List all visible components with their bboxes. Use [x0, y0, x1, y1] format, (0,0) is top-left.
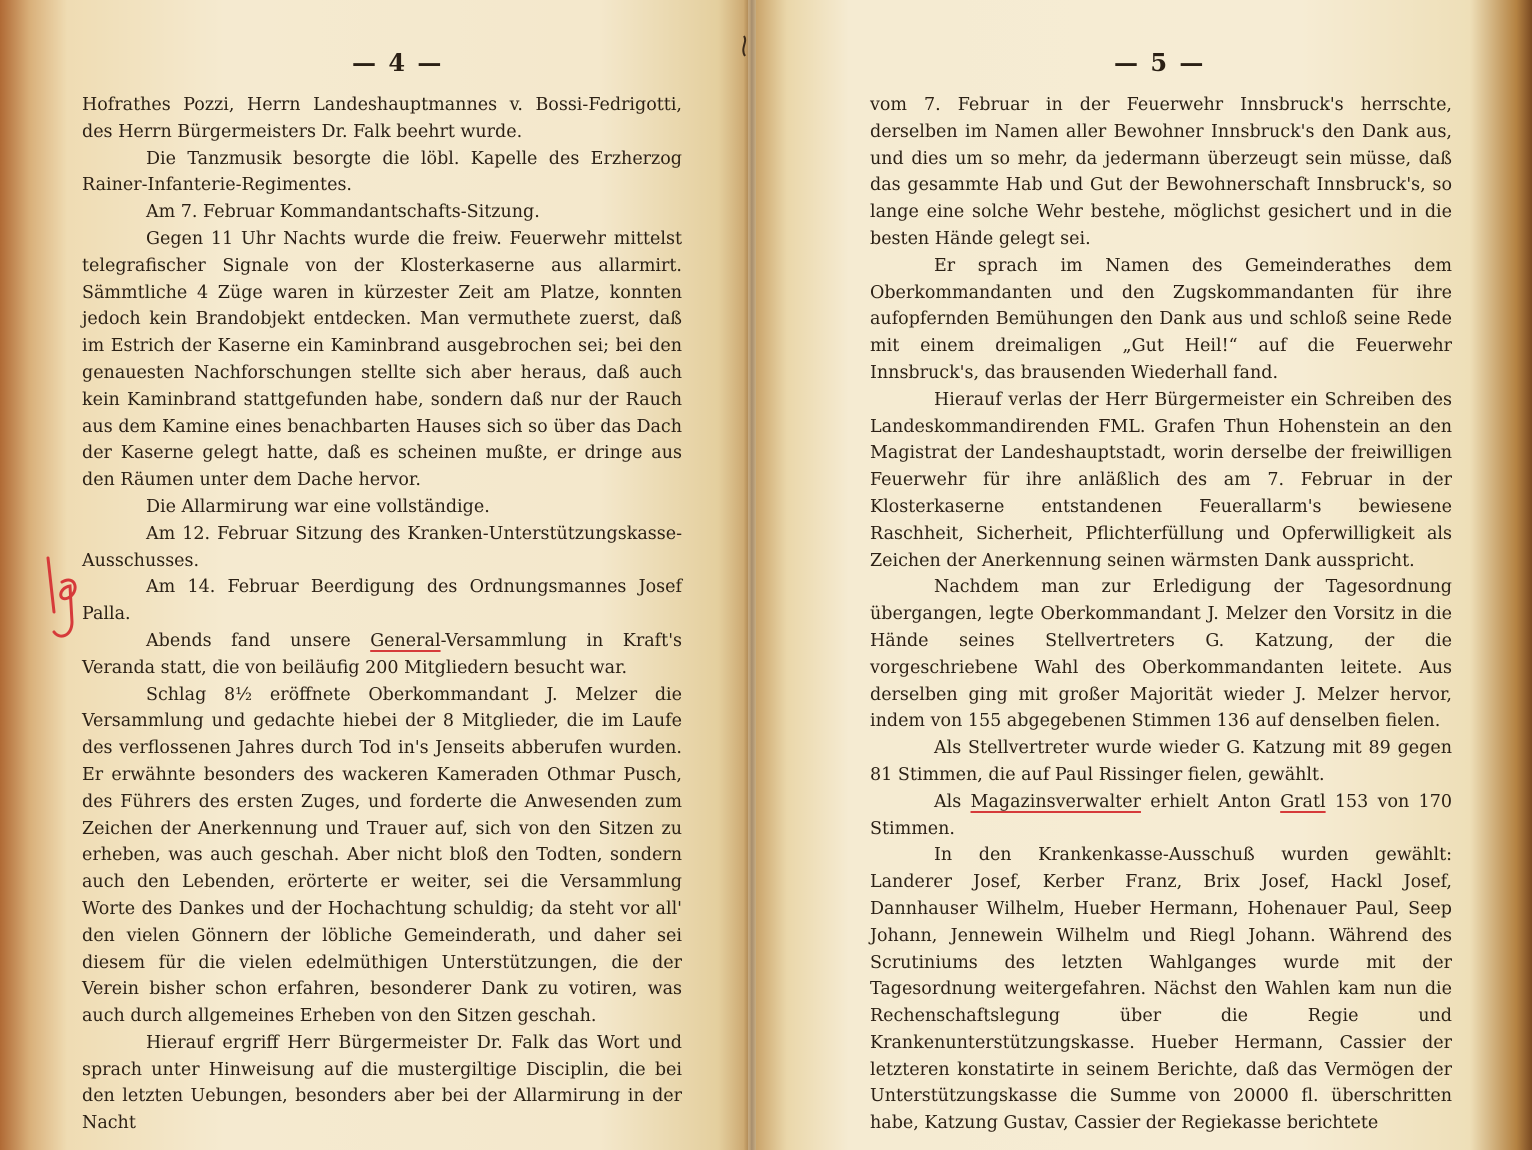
- red-underlined-word: General: [370, 630, 441, 651]
- paragraph: In den Krankenkasse-Ausschuß wurden gewählt: Landerer Josef, Kerber Franz, Brix Josef, Hackl Josef, Dannhauser Wilhelm, Hueber Hermann, Hohenauer Paul, Seep Johann, Jennewein Wilhelm und Riegl Johann. Während des Scrutiniums des letzten Wahlganges wurde mit der Tagesordnung weitergefahren. Nächst den Wahlen kam nun die Rechenschaftslegung über die Regie und Krankenunterstützungskasse. Hueber Hermann, Cassier der letzteren konstatirte in seinem Berichte, daß das Vermögen der Unterstützungskasse die Summe von 20000 fl. überschritten habe, Katzung Gustav, Cassier der Regiekasse berichtete: [870, 845, 1452, 1134]
- paragraph: Gegen 11 Uhr Nachts wurde die freiw. Feuerwehr mittelst telegrafischer Signale von der Klosterkaserne aus allarmirt. Sämmtliche 4 Züge waren in kürzester Zeit am Platze, konnten jedoch kein Brandobjekt entdecken. Man vermuthete zuerst, daß im Estrich der Kaserne ein Kaminbrand ausgebrochen sei; bei den genauesten Nachforschungen stellte sich aber heraus, daß auch kein Kaminbrand stattgefunden habe, sondern daß nur der Rauch aus dem Kamine eines benachbarten Hauses sich so über das Dach der Kaserne gelegt hatte, daß es scheinen mußte, er dringe aus den Räumen unter dem Dache hervor.: [82, 228, 682, 491]
- text-segment: erhielt Anton: [1140, 791, 1281, 812]
- paragraph: Als Stellvertreter wurde wieder G. Katzung mit 89 gegen 81 Stimmen, die auf Paul Rissinger fielen, gewählt.: [870, 738, 1452, 785]
- paragraph: Am 12. Februar Sitzung des Kranken-Unterstützungskasse-Ausschusses.: [82, 523, 682, 571]
- paragraph: vom 7. Februar in der Feuerwehr Innsbruck's herrschte, derselben im Namen aller Bewohner Innsbruck's den Dank aus, und dies um so mehr, da jedermann überzeugt sein müsse, daß das gesammte Hab und Gut der Bewohnerschaft Innsbruck's, so lange eine solche Wehr bestehe, möglichst gesichert und in die besten Hände gelegt sei.: [870, 95, 1452, 249]
- paragraph: Hofrathes Pozzi, Herrn Landeshauptmannes v. Bossi-Fedrigotti, des Herrn Bürgermeisters Dr. Falk beehrt wurde.: [82, 95, 682, 142]
- text-segment: Abends fand unsere: [146, 630, 371, 651]
- paragraph: Nachdem man zur Erledigung der Tagesordnung übergangen, legte Oberkommandant J. Melzer den Vorsitz in die Hände seines Stellvertreters G. Katzung, der die vorgeschriebene Wahl des Oberkommandanten leitete. Aus derselben ging mit großer Majorität wieder J. Melzer hervor, indem von 155 abgegebenen Stimmen 136 auf denselben fielen.: [870, 577, 1452, 732]
- left-page-text: [82, 92, 682, 1137]
- paragraph: Die Allarmirung war eine vollständige.: [146, 496, 490, 517]
- text-segment: -Versammlung in Kraft's Veranda statt, die von beiläufig 200 Mitgliedern besucht war.: [82, 630, 682, 678]
- page-number-right: — 5 —: [1114, 48, 1206, 77]
- paragraph: Am 14. Februar Beerdigung des Ordnungsmannes Josef Palla.: [82, 577, 682, 625]
- red-underlined-word: Gratl: [1280, 791, 1326, 812]
- paragraph: Die Tanzmusik besorgte die löbl. Kapelle des Erzherzog Rainer-Infanterie-Regimentes.: [82, 148, 682, 196]
- text-segment: 153 von 170 Stimmen.: [870, 791, 1453, 839]
- paragraph: Hierauf ergriff Herr Bürgermeister Dr. Falk das Wort und sprach unter Hinweisung auf die mustergiltige Disciplin, die bei den letzten Uebungen, besonders aber bei der Allarmirung in der Nacht: [82, 1032, 682, 1134]
- right-page: [756, 0, 1532, 1150]
- paragraph: Er sprach im Namen des Gemeinderathes dem Oberkommandanten und den Zugskommandanten für ihre aufopfernden Bemühungen den Dank aus und schloß seine Rede mit einem dreimaligen „Gut Heil!“ auf die Feuerwehr Innsbruck's, das brausenden Wiederhall fand.: [870, 255, 1452, 383]
- paragraph-magazinsverwalter: [870, 789, 1452, 843]
- left-page: [0, 0, 748, 1150]
- paragraph: Schlag 8½ eröffnete Oberkommandant J. Melzer die Versammlung und gedachte hiebei der 8 Mitglieder, die im Laufe des verflossenen Jahres durch Tod in's Jenseits abberufen wurden. Er erwähnte besonders des wackeren Kameraden Othmar Pusch, des Führers des ersten Zuges, und forderte die Anwesenden zum Zeichen der Anerkennung und Trauer auf, sich von den Sitzen zu erheben, was auch geschah. Aber nicht bloß den Todten, sondern auch den Lebenden, erörterte er weiter, sei die Versammlung Worte des Dankes und der Hochachtung schuldig; da steht vor all' den vielen Gönnern der löbliche Gemeinderath, und daher sei diesem für die vielen edelmüthigen Unterstützungen, die der Verein bisher schon erfahren, besonderer Dank zu votiren, was auch durch allgemeines Erheben von den Sitzen geschah.: [82, 684, 682, 1027]
- red-pencil-margin-mark: [40, 552, 84, 648]
- right-page-text: [870, 92, 1452, 1137]
- paragraph: Am 7. Februar Kommandantschafts-Sitzung.: [146, 202, 540, 223]
- red-underlined-word: Magazinsverwalter: [970, 791, 1141, 812]
- page-number-left: — 4 —: [352, 48, 444, 77]
- paragraph: Hierauf verlas der Herr Bürgermeister ein Schreiben des Landeskommandirenden FML. Grafen Thun Hohenstein an den Magistrat der Landeshauptstadt, worin derselbe der freiwilligen Feuerwehr für ihre anläßlich des am 7. Februar in der Klosterkaserne entstandenen Feuerallarm's bewiesene Raschheit, Sicherheit, Pflichterfüllung und Opferwilligkeit als Zeichen der Anerkennung seinen wärmsten Dank ausspricht.: [870, 389, 1452, 571]
- paper-tear-mark: [738, 34, 750, 58]
- text-segment: Als: [934, 791, 971, 812]
- paragraph-general-versammlung: [82, 628, 682, 682]
